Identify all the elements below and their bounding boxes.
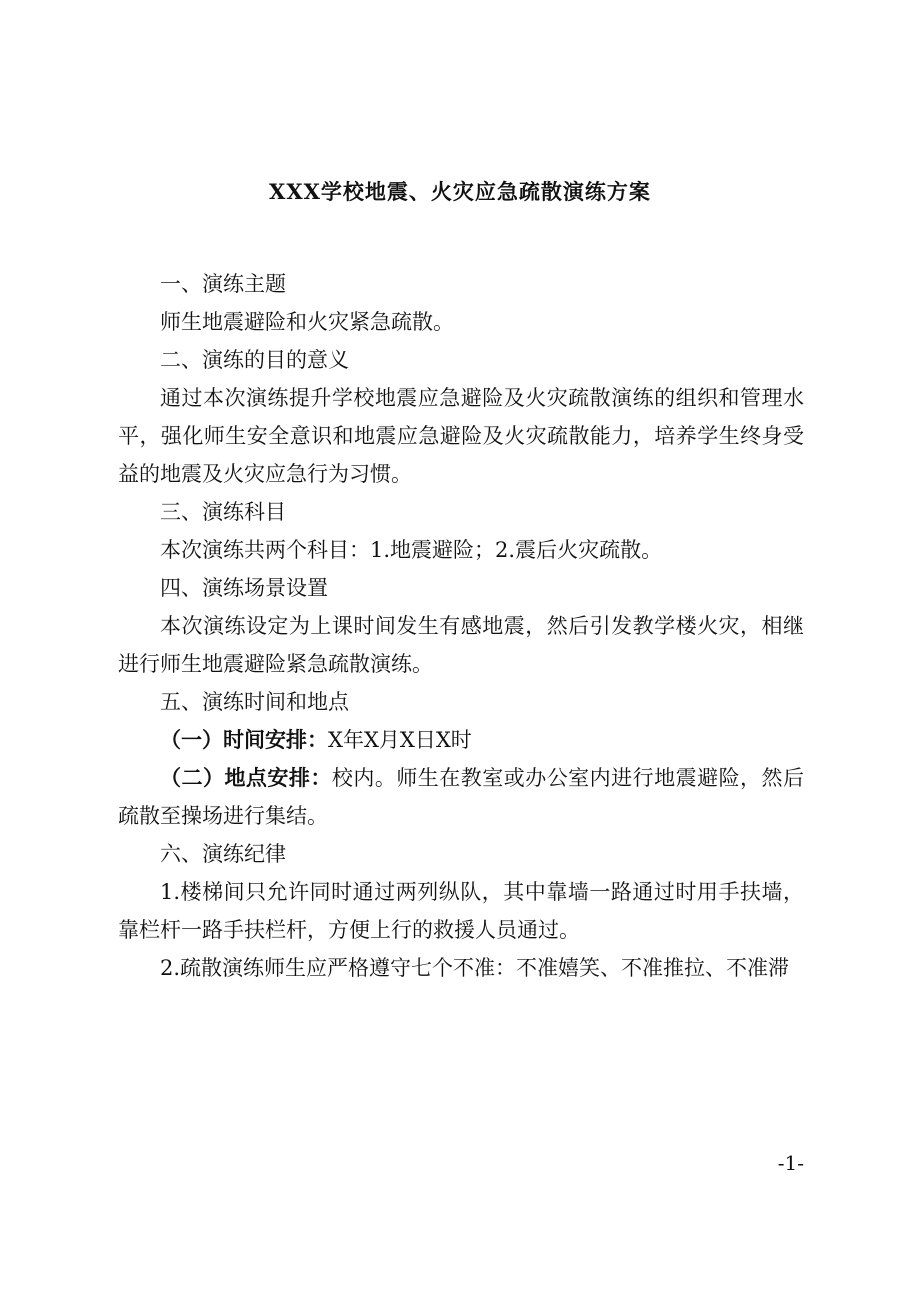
section-heading-purpose: 二、演练的目的意义 bbox=[160, 348, 349, 372]
section-text-theme: 师生地震避险和火灾紧急疏散。 bbox=[160, 310, 454, 334]
section-heading-time-place: 五、演练时间和地点 bbox=[160, 690, 349, 714]
time-value: X年X月X日X时 bbox=[328, 728, 472, 752]
time-label: （一）时间安排： bbox=[160, 727, 328, 752]
document-title: XXX学校地震、火灾应急疏散演练方案 bbox=[269, 179, 651, 204]
place-value: 校内。师生在教室或办公室内进行地震避险，然后疏散至操场进行集结。 bbox=[118, 766, 805, 828]
document-body bbox=[118, 265, 804, 987]
section-heading-subjects: 三、演练科目 bbox=[160, 500, 286, 524]
discipline-item-1: 1.楼梯间只允许同时通过两列纵队，其中靠墙一路通过时用手扶墙，靠栏杆一路手扶栏杆，方便上行的救援人员通过。 bbox=[118, 880, 804, 942]
section-heading-theme: 一、演练主题 bbox=[160, 272, 286, 296]
page-number: -1- bbox=[777, 1151, 804, 1175]
time-arrangement bbox=[118, 721, 804, 759]
section-heading-scene: 四、演练场景设置 bbox=[160, 576, 328, 600]
discipline-item-2: 2.疏散演练师生应严格遵守七个不准：不准嬉笑、不准推拉、不准滞 bbox=[160, 956, 790, 980]
place-label: （二）地点安排： bbox=[160, 765, 332, 790]
section-heading-discipline: 六、演练纪律 bbox=[160, 842, 286, 866]
section-text-purpose: 通过本次演练提升学校地震应急避险及火灾疏散演练的组织和管理水平，强化师生安全意识和地震应急避险及火灾疏散能力，培养学生终身受益的地震及火灾应急行为习惯。 bbox=[118, 386, 804, 486]
place-arrangement bbox=[118, 759, 804, 835]
section-text-subjects: 本次演练共两个科目：1.地震避险；2.震后火灾疏散。 bbox=[160, 538, 663, 562]
section-text-scene: 本次演练设定为上课时间发生有感地震，然后引发教学楼火灾，相继进行师生地震避险紧急疏散演练。 bbox=[118, 614, 804, 676]
